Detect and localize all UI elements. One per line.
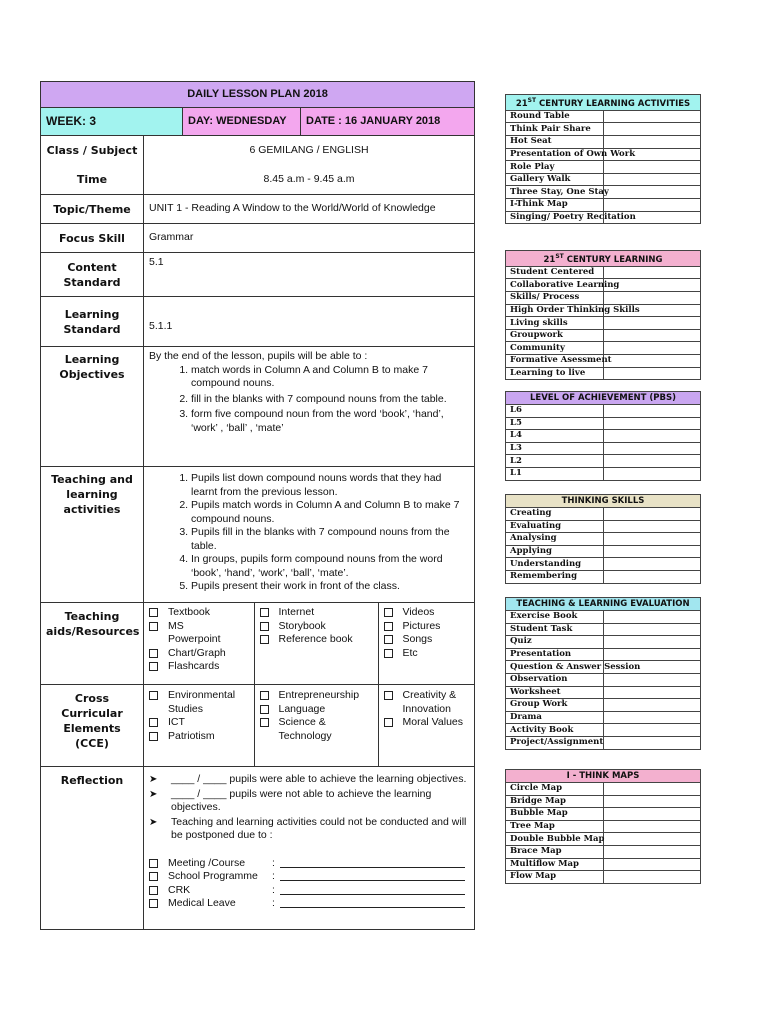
table-row bbox=[506, 186, 701, 199]
row-label: Living skills bbox=[506, 317, 604, 330]
table-row bbox=[506, 648, 701, 661]
reflection-label: Reflection bbox=[41, 767, 144, 930]
row-label: Multiflow Map bbox=[506, 858, 604, 871]
list-item: ➤ Teaching and learning activities could not be conducted and will be postponed due to : bbox=[149, 815, 467, 841]
tick-box[interactable] bbox=[603, 611, 701, 624]
table-row bbox=[506, 545, 701, 558]
table-row bbox=[506, 266, 701, 279]
row-label: Gallery Walk bbox=[506, 173, 604, 186]
row-label: Applying bbox=[506, 545, 604, 558]
checkbox-icon bbox=[260, 691, 269, 700]
checkbox-icon bbox=[149, 649, 158, 658]
tick-box[interactable] bbox=[603, 833, 701, 846]
table-row bbox=[506, 661, 701, 674]
side-table-21st-century-learning-activities bbox=[505, 94, 701, 224]
tick-box[interactable] bbox=[603, 173, 701, 186]
checkbox-icon bbox=[384, 718, 393, 727]
list-item: 3. form five compound noun from the word ‘book’, ‘hand’, ‘work’ , ‘ball’ , ‘mate’ bbox=[191, 408, 469, 435]
row-label: Remembering bbox=[506, 570, 604, 583]
checkbox-icon bbox=[384, 649, 393, 658]
row-label: Student Task bbox=[506, 623, 604, 636]
list-item: 5. Pupils present their work in front of the class. bbox=[191, 580, 469, 594]
table-row bbox=[506, 136, 701, 149]
row-label: L3 bbox=[506, 442, 604, 455]
row-label: Presentation bbox=[506, 648, 604, 661]
tick-box[interactable] bbox=[603, 198, 701, 211]
table-row bbox=[506, 354, 701, 367]
tick-box[interactable] bbox=[603, 329, 701, 342]
tick-box[interactable] bbox=[603, 110, 701, 123]
tick-box[interactable] bbox=[603, 455, 701, 468]
checkbox-icon bbox=[260, 718, 269, 727]
cce-moral-values[interactable]: Moral Values bbox=[384, 716, 476, 730]
row-label: Learning to live bbox=[506, 367, 604, 380]
cce-patriotism[interactable]: Patriotism bbox=[149, 730, 254, 744]
side-table-header: I - THINK MAPS bbox=[506, 770, 701, 783]
table-row bbox=[506, 367, 701, 380]
focus-skill-label: Focus Skill bbox=[41, 224, 144, 253]
table-row bbox=[506, 833, 701, 846]
reason-school-programme[interactable]: School Programme : bbox=[149, 870, 469, 884]
table-row bbox=[506, 558, 701, 571]
checkbox-icon bbox=[149, 608, 158, 617]
checkbox-icon bbox=[149, 718, 158, 727]
row-label: L5 bbox=[506, 417, 604, 430]
table-row bbox=[506, 161, 701, 174]
table-row bbox=[506, 636, 701, 649]
tick-box[interactable] bbox=[603, 820, 701, 833]
fill-in-line[interactable] bbox=[280, 884, 465, 895]
learning-standard-label: Learning Standard bbox=[41, 297, 144, 347]
checkbox-icon bbox=[260, 608, 269, 617]
tick-box[interactable] bbox=[603, 673, 701, 686]
aid-flashcards[interactable]: Flashcards bbox=[149, 660, 254, 674]
row-label: Three Stay, One Stay bbox=[506, 186, 604, 199]
table-row bbox=[506, 795, 701, 808]
list-item: 2. fill in the blanks with 7 compound nouns from the table. bbox=[191, 393, 469, 407]
time-label: Time bbox=[76, 173, 108, 186]
row-label: Creating bbox=[506, 508, 604, 521]
lesson-plan-table bbox=[40, 81, 475, 930]
reason-medical-leave[interactable]: Medical Leave : bbox=[149, 897, 469, 911]
tick-box[interactable] bbox=[603, 442, 701, 455]
checkbox-icon bbox=[260, 635, 269, 644]
aid-ms-powerpoint[interactable]: MS Powerpoint bbox=[149, 620, 254, 647]
table-row bbox=[506, 623, 701, 636]
row-label: L6 bbox=[506, 405, 604, 418]
fill-in-line[interactable] bbox=[280, 897, 465, 908]
side-table-header: 21ST CENTURY LEARNING ACTIVITIES bbox=[506, 95, 701, 111]
row-label: Tree Map bbox=[506, 820, 604, 833]
row-label: Evaluating bbox=[506, 520, 604, 533]
row-label: Circle Map bbox=[506, 783, 604, 796]
tick-box[interactable] bbox=[603, 724, 701, 737]
tick-box[interactable] bbox=[603, 186, 701, 199]
tick-box[interactable] bbox=[603, 292, 701, 305]
tick-box[interactable] bbox=[603, 317, 701, 330]
tick-box[interactable] bbox=[603, 711, 701, 724]
table-row bbox=[506, 198, 701, 211]
side-table-teaching-learning-evaluation bbox=[505, 597, 701, 750]
side-table-i-think-maps bbox=[505, 769, 701, 884]
table-row bbox=[506, 123, 701, 136]
teaching-aids bbox=[144, 603, 475, 685]
table-row bbox=[506, 686, 701, 699]
row-label: Activity Book bbox=[506, 724, 604, 737]
aid-videos[interactable]: Videos bbox=[384, 606, 476, 620]
table-row bbox=[506, 467, 701, 480]
aid-chart-graph[interactable]: Chart/Graph bbox=[149, 647, 254, 661]
table-row bbox=[506, 611, 701, 624]
row-label: I-Think Map bbox=[506, 198, 604, 211]
table-row bbox=[506, 673, 701, 686]
checkbox-icon bbox=[149, 886, 158, 895]
class-time-values bbox=[144, 136, 475, 195]
tick-box[interactable] bbox=[603, 686, 701, 699]
row-label: Bridge Map bbox=[506, 795, 604, 808]
teaching-activities bbox=[144, 467, 475, 603]
content-standard-value: 5.1 bbox=[144, 253, 475, 297]
table-row bbox=[506, 442, 701, 455]
learning-objectives-label: Learning Objectives bbox=[41, 347, 144, 467]
tick-box[interactable] bbox=[603, 636, 701, 649]
cce-ict[interactable]: ICT bbox=[149, 716, 254, 730]
row-label: Round Table bbox=[506, 110, 604, 123]
table-row bbox=[506, 342, 701, 355]
row-label: Student Centered bbox=[506, 266, 604, 279]
list-item: 1. Pupils list down compound nouns words that they had learnt from the previous lesson. bbox=[191, 472, 469, 499]
row-label: Understanding bbox=[506, 558, 604, 571]
topic-label: Topic/Theme bbox=[41, 195, 144, 224]
row-label: Observation bbox=[506, 673, 604, 686]
row-label: Groupwork bbox=[506, 329, 604, 342]
row-label: Project/Assignment bbox=[506, 736, 604, 749]
checkbox-icon bbox=[149, 691, 158, 700]
arrow-bullet-icon: ➤ bbox=[149, 774, 158, 785]
tick-box[interactable] bbox=[603, 508, 701, 521]
cce-label: Cross Curricular Elements (CCE) bbox=[41, 685, 144, 767]
class-time-labels bbox=[41, 136, 144, 195]
aid-reference-book[interactable]: Reference book bbox=[260, 633, 378, 647]
aid-storybook[interactable]: Storybook bbox=[260, 620, 378, 634]
aid-songs[interactable]: Songs bbox=[384, 633, 476, 647]
activities-label: Teaching and learning activities bbox=[41, 467, 144, 603]
lesson-plan-title: DAILY LESSON PLAN 2018 bbox=[41, 82, 475, 108]
row-label: Double Bubble Map bbox=[506, 833, 604, 846]
tick-box[interactable] bbox=[603, 570, 701, 583]
checkbox-icon bbox=[384, 622, 393, 631]
row-label: Flow Map bbox=[506, 871, 604, 884]
tick-box[interactable] bbox=[603, 533, 701, 546]
checkbox-icon bbox=[384, 635, 393, 644]
row-label: Singing/ Poetry Recitation bbox=[506, 211, 604, 224]
tick-box[interactable] bbox=[603, 342, 701, 355]
reason-crk[interactable]: CRK : bbox=[149, 884, 469, 898]
table-row bbox=[506, 110, 701, 123]
row-label: L4 bbox=[506, 430, 604, 443]
row-label: L2 bbox=[506, 455, 604, 468]
cross-curricular-elements bbox=[144, 685, 475, 767]
side-table-21st-century-learning bbox=[505, 250, 701, 380]
cce-environmental-studies[interactable]: Environmental Studies bbox=[149, 689, 254, 716]
table-row bbox=[506, 808, 701, 821]
objectives-intro: By the end of the lesson, pupils will be able to : bbox=[149, 350, 368, 362]
table-row bbox=[506, 736, 701, 749]
table-row bbox=[506, 520, 701, 533]
table-row bbox=[506, 279, 701, 292]
table-row bbox=[506, 508, 701, 521]
checkbox-icon bbox=[260, 705, 269, 714]
row-label: Formative Asessment bbox=[506, 354, 604, 367]
objectives-list bbox=[149, 364, 469, 436]
cce-entrepreneurship[interactable]: Entrepreneurship bbox=[260, 689, 378, 703]
teaching-aids-label: Teaching aids/Resources bbox=[41, 603, 144, 685]
day-cell: DAY: WEDNESDAY bbox=[183, 108, 301, 136]
row-label: Question & Answer Session bbox=[506, 661, 604, 674]
list-item: ➤ ____ / ____ pupils were not able to achieve the learning objectives. bbox=[149, 787, 432, 813]
tick-box[interactable] bbox=[603, 405, 701, 418]
learning-objectives bbox=[144, 347, 475, 467]
fill-in-line[interactable] bbox=[280, 870, 465, 881]
side-table-header: 21ST CENTURY LEARNING bbox=[506, 251, 701, 267]
time-value: 8.45 a.m - 9.45 a.m bbox=[263, 172, 355, 185]
row-label: Analysing bbox=[506, 533, 604, 546]
table-row bbox=[506, 405, 701, 418]
arrow-bullet-icon: ➤ bbox=[149, 788, 158, 800]
checkbox-icon bbox=[384, 608, 393, 617]
tick-box[interactable] bbox=[603, 808, 701, 821]
side-table-header: LEVEL OF ACHIEVEMENT (PBS) bbox=[506, 392, 701, 405]
table-row bbox=[506, 329, 701, 342]
row-label: Presentation of Own Work bbox=[506, 148, 604, 161]
tick-box[interactable] bbox=[603, 136, 701, 149]
tick-box[interactable] bbox=[603, 623, 701, 636]
checkbox-icon bbox=[149, 622, 158, 631]
row-label: Drama bbox=[506, 711, 604, 724]
table-row bbox=[506, 292, 701, 305]
tick-box[interactable] bbox=[603, 699, 701, 712]
table-row bbox=[506, 304, 701, 317]
list-item: ➤ ____ / ____ pupils were able to achieve the learning objectives. bbox=[149, 773, 467, 785]
reason-meeting-course[interactable]: Meeting /Course : bbox=[149, 857, 469, 871]
table-row bbox=[506, 317, 701, 330]
row-label: High Order Thinking Skills bbox=[506, 304, 604, 317]
side-table-header: TEACHING & LEARNING EVALUATION bbox=[506, 598, 701, 611]
tick-box[interactable] bbox=[603, 123, 701, 136]
content-standard-label: Content Standard bbox=[41, 253, 144, 297]
reflection-list bbox=[149, 773, 469, 843]
postpone-reasons bbox=[149, 857, 469, 911]
row-label: Role Play bbox=[506, 161, 604, 174]
table-row bbox=[506, 148, 701, 161]
tick-box[interactable] bbox=[603, 161, 701, 174]
table-row bbox=[506, 845, 701, 858]
date-cell: DATE : 16 JANUARY 2018 bbox=[301, 108, 475, 136]
row-label: Think Pair Share bbox=[506, 123, 604, 136]
table-row bbox=[506, 417, 701, 430]
list-item: 4. In groups, pupils form compound nouns from the word ‘book’, ‘hand’, ‘work’, ‘ball’, ‘mate’. bbox=[191, 553, 469, 580]
checkbox-icon bbox=[149, 859, 158, 868]
table-row bbox=[506, 783, 701, 796]
tick-box[interactable] bbox=[603, 795, 701, 808]
list-item: 1. match words in Column A and Column B to make 7 compound nouns. bbox=[191, 364, 469, 391]
table-row bbox=[506, 455, 701, 468]
table-row bbox=[506, 173, 701, 186]
tick-box[interactable] bbox=[603, 783, 701, 796]
row-label: Skills/ Process bbox=[506, 292, 604, 305]
table-row bbox=[506, 533, 701, 546]
row-label: Brace Map bbox=[506, 845, 604, 858]
side-table-level-of-achievement-pbs bbox=[505, 391, 701, 481]
class-subject-value: 6 GEMILANG / ENGLISH bbox=[249, 143, 369, 156]
aid-etc[interactable]: Etc bbox=[384, 647, 476, 661]
aid-pictures[interactable]: Pictures bbox=[384, 620, 476, 634]
aid-textbook[interactable]: Textbook bbox=[149, 606, 254, 620]
table-row bbox=[506, 699, 701, 712]
aid-internet[interactable]: Internet bbox=[260, 606, 378, 620]
tick-box[interactable] bbox=[603, 845, 701, 858]
class-subject-label: Class / Subject bbox=[46, 144, 138, 157]
reflection bbox=[144, 767, 475, 930]
focus-skill-value: Grammar bbox=[144, 224, 475, 253]
table-row bbox=[506, 724, 701, 737]
table-row bbox=[506, 430, 701, 443]
checkbox-icon bbox=[149, 732, 158, 741]
tick-box[interactable] bbox=[603, 858, 701, 871]
checkbox-icon bbox=[149, 872, 158, 881]
tick-box[interactable] bbox=[603, 648, 701, 661]
tick-box[interactable] bbox=[603, 545, 701, 558]
tick-box[interactable] bbox=[603, 558, 701, 571]
table-row bbox=[506, 570, 701, 583]
tick-box[interactable] bbox=[603, 367, 701, 380]
tick-box[interactable] bbox=[603, 266, 701, 279]
activities-list bbox=[149, 472, 469, 594]
list-item: 3. Pupils fill in the blanks with 7 compound nouns from the table. bbox=[191, 526, 469, 553]
week-cell: WEEK: 3 bbox=[41, 108, 183, 136]
checkbox-icon bbox=[260, 622, 269, 631]
table-row bbox=[506, 858, 701, 871]
row-label: Exercise Book bbox=[506, 611, 604, 624]
tick-box[interactable] bbox=[603, 871, 701, 884]
arrow-bullet-icon: ➤ bbox=[149, 816, 158, 828]
row-label: Community bbox=[506, 342, 604, 355]
checkbox-icon bbox=[149, 899, 158, 908]
row-label: Quiz bbox=[506, 636, 604, 649]
tick-box[interactable] bbox=[603, 467, 701, 480]
fill-in-line[interactable] bbox=[280, 857, 465, 868]
side-table-header: THINKING SKILLS bbox=[506, 495, 701, 508]
tick-box[interactable] bbox=[603, 430, 701, 443]
table-row bbox=[506, 820, 701, 833]
topic-value: UNIT 1 - Reading A Window to the World/World of Knowledge bbox=[144, 195, 475, 224]
checkbox-icon bbox=[384, 691, 393, 700]
table-row bbox=[506, 871, 701, 884]
cce-language[interactable]: Language bbox=[260, 703, 378, 717]
row-label: Bubble Map bbox=[506, 808, 604, 821]
tick-box[interactable] bbox=[603, 520, 701, 533]
tick-box[interactable] bbox=[603, 736, 701, 749]
row-label: L1 bbox=[506, 467, 604, 480]
cce-creativity-innovation[interactable]: Creativity & Innovation bbox=[384, 689, 476, 716]
table-row bbox=[506, 211, 701, 224]
cce-science-technology[interactable]: Science & Technology bbox=[260, 716, 378, 743]
checkbox-icon bbox=[149, 662, 158, 671]
table-row bbox=[506, 711, 701, 724]
tick-box[interactable] bbox=[603, 417, 701, 430]
side-table-thinking-skills bbox=[505, 494, 701, 584]
row-label: Worksheet bbox=[506, 686, 604, 699]
tick-box[interactable] bbox=[603, 354, 701, 367]
row-label: Group Work bbox=[506, 699, 604, 712]
learning-standard-value: 5.1.1 bbox=[144, 297, 475, 347]
list-item: 2. Pupils match words in Column A and Column B to make 7 compound nouns. bbox=[191, 499, 469, 526]
row-label: Collaborative Learning bbox=[506, 279, 604, 292]
row-label: Hot Seat bbox=[506, 136, 604, 149]
